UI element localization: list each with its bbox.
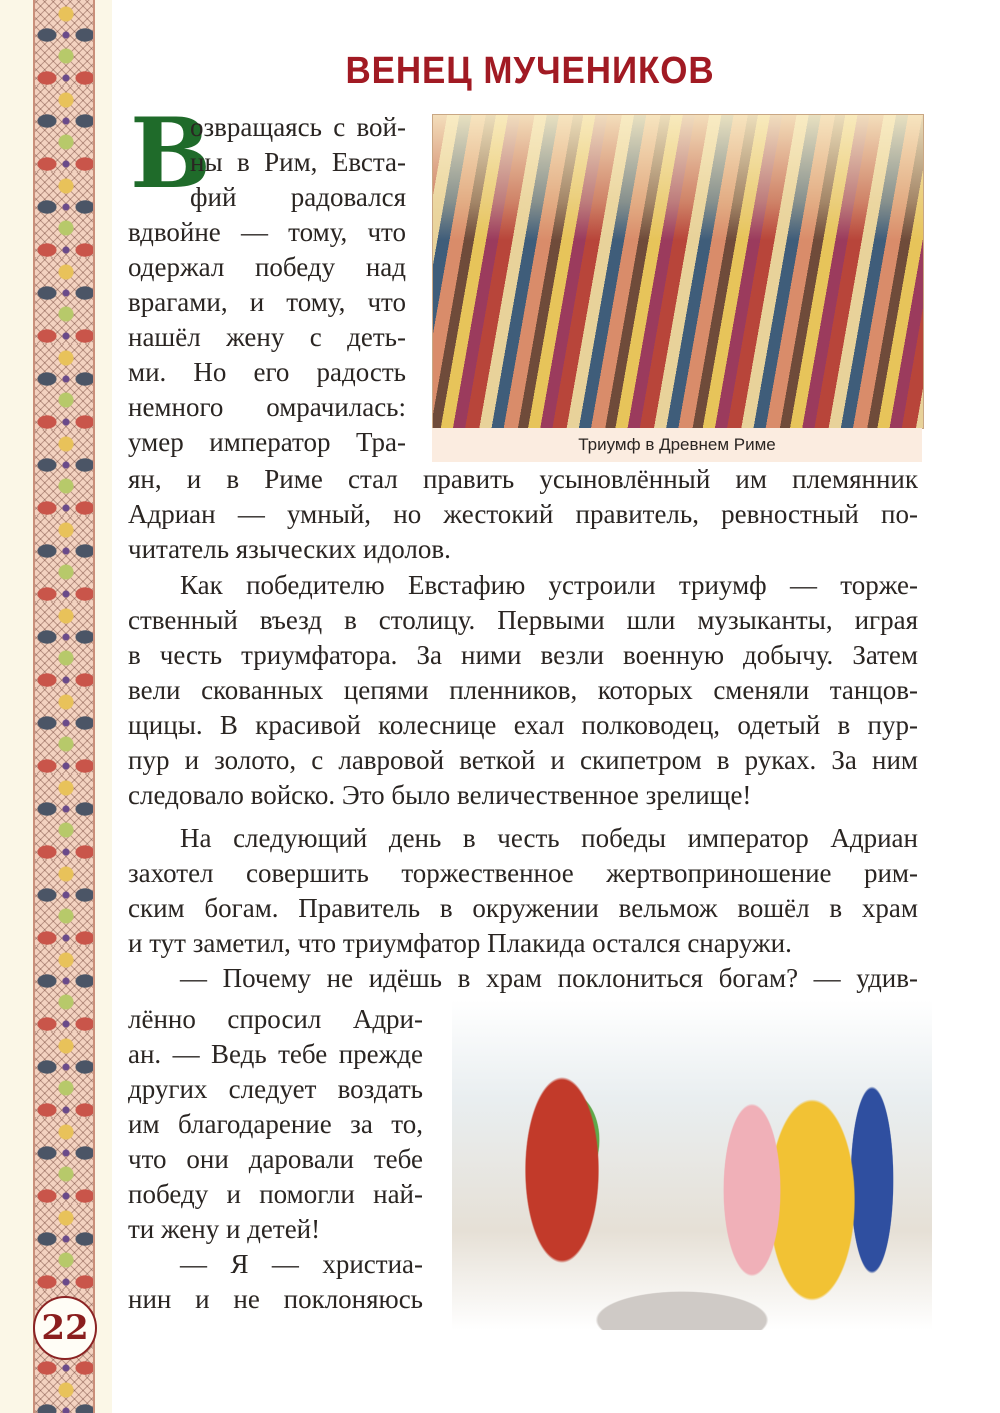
drop-cap: В — [130, 97, 212, 210]
text-line: ственный въезд в столицу. Первыми шли музыканты, играя — [128, 605, 918, 635]
text-line: немного омрачилась: — [128, 392, 406, 422]
triumph-illustration — [432, 114, 924, 429]
text-line: победу и помогли най- — [128, 1179, 423, 1209]
text-line: ми. Но его радость — [128, 357, 406, 387]
text-line: ским богам. Правитель в окружении вельмож вошёл в храм — [128, 893, 918, 923]
text-line: щицы. В красивой колеснице ехал полководец, одетый в пур- — [128, 710, 918, 740]
text-line: Как победителю Евстафию устроили триумф — торже- — [180, 570, 918, 600]
text-line: ны в Рим, Евста- — [190, 147, 406, 177]
text-line: озвращаясь с вой- — [190, 112, 406, 142]
text-line: ти жену и детей! — [128, 1214, 321, 1244]
text-line: им благодарение за то, — [128, 1109, 423, 1139]
figure-caption: Триумф в Древнем Риме — [432, 428, 922, 462]
narrow-column-top — [128, 97, 406, 460]
text-line: Адриан — умный, но жестокий правитель, ревностный по- — [128, 499, 918, 529]
text-line: На следующий день в честь победы император Адриан — [180, 823, 918, 853]
text-line: ан. — Ведь тебе прежде — [128, 1039, 423, 1069]
text-line: в честь триумфатора. За ними везли военную добычу. Затем — [128, 640, 918, 670]
ornamental-border — [33, 0, 95, 1413]
text-line: лённо спросил Адри- — [128, 1004, 423, 1034]
narrow-column-bottom — [128, 1002, 423, 1317]
text-line: других следует воздать — [128, 1074, 423, 1104]
wide-column-1 — [128, 462, 918, 567]
text-line: — Почему не идёшь в храм поклониться богам? — удив- — [180, 963, 918, 993]
text-line: следовало войско. Это было величественное зрелище! — [128, 780, 752, 810]
text-line: что они даровали тебе — [128, 1144, 423, 1174]
paragraph-2 — [128, 568, 918, 813]
text-line: и тут заметил, что триумфатор Плакида остался снаружи. — [128, 928, 792, 958]
text-line: захотел совершить торжественное жертвоприношение рим- — [128, 858, 918, 888]
text-line: одержал победу над — [128, 252, 406, 282]
page-number: 22 — [33, 1296, 97, 1360]
paragraph-3 — [128, 821, 918, 996]
text-line: ян, и в Риме стал править усыновлённый им племянник — [128, 464, 918, 494]
text-line: умер император Тра- — [128, 427, 406, 457]
text-line: — Я — христиа- — [180, 1249, 423, 1279]
chapter-title: ВЕНЕЦ МУЧЕНИКОВ — [345, 50, 715, 92]
adrian-placida-illustration — [452, 1000, 932, 1330]
text-line: врагами, и тому, что — [128, 287, 406, 317]
text-line: вдвойне — тому, что — [128, 217, 406, 247]
text-line: читатель языческих идолов. — [128, 534, 451, 564]
text-line: вели скованных цепями пленников, которых сменяли танцов- — [128, 675, 918, 705]
text-line: фий радовался — [190, 182, 406, 212]
text-line: пур и золото, с лавровой веткой и скипетром в руках. За ним — [128, 745, 918, 775]
text-line: нашёл жену с деть- — [128, 322, 406, 352]
text-line: нин и не поклоняюсь — [128, 1284, 423, 1314]
